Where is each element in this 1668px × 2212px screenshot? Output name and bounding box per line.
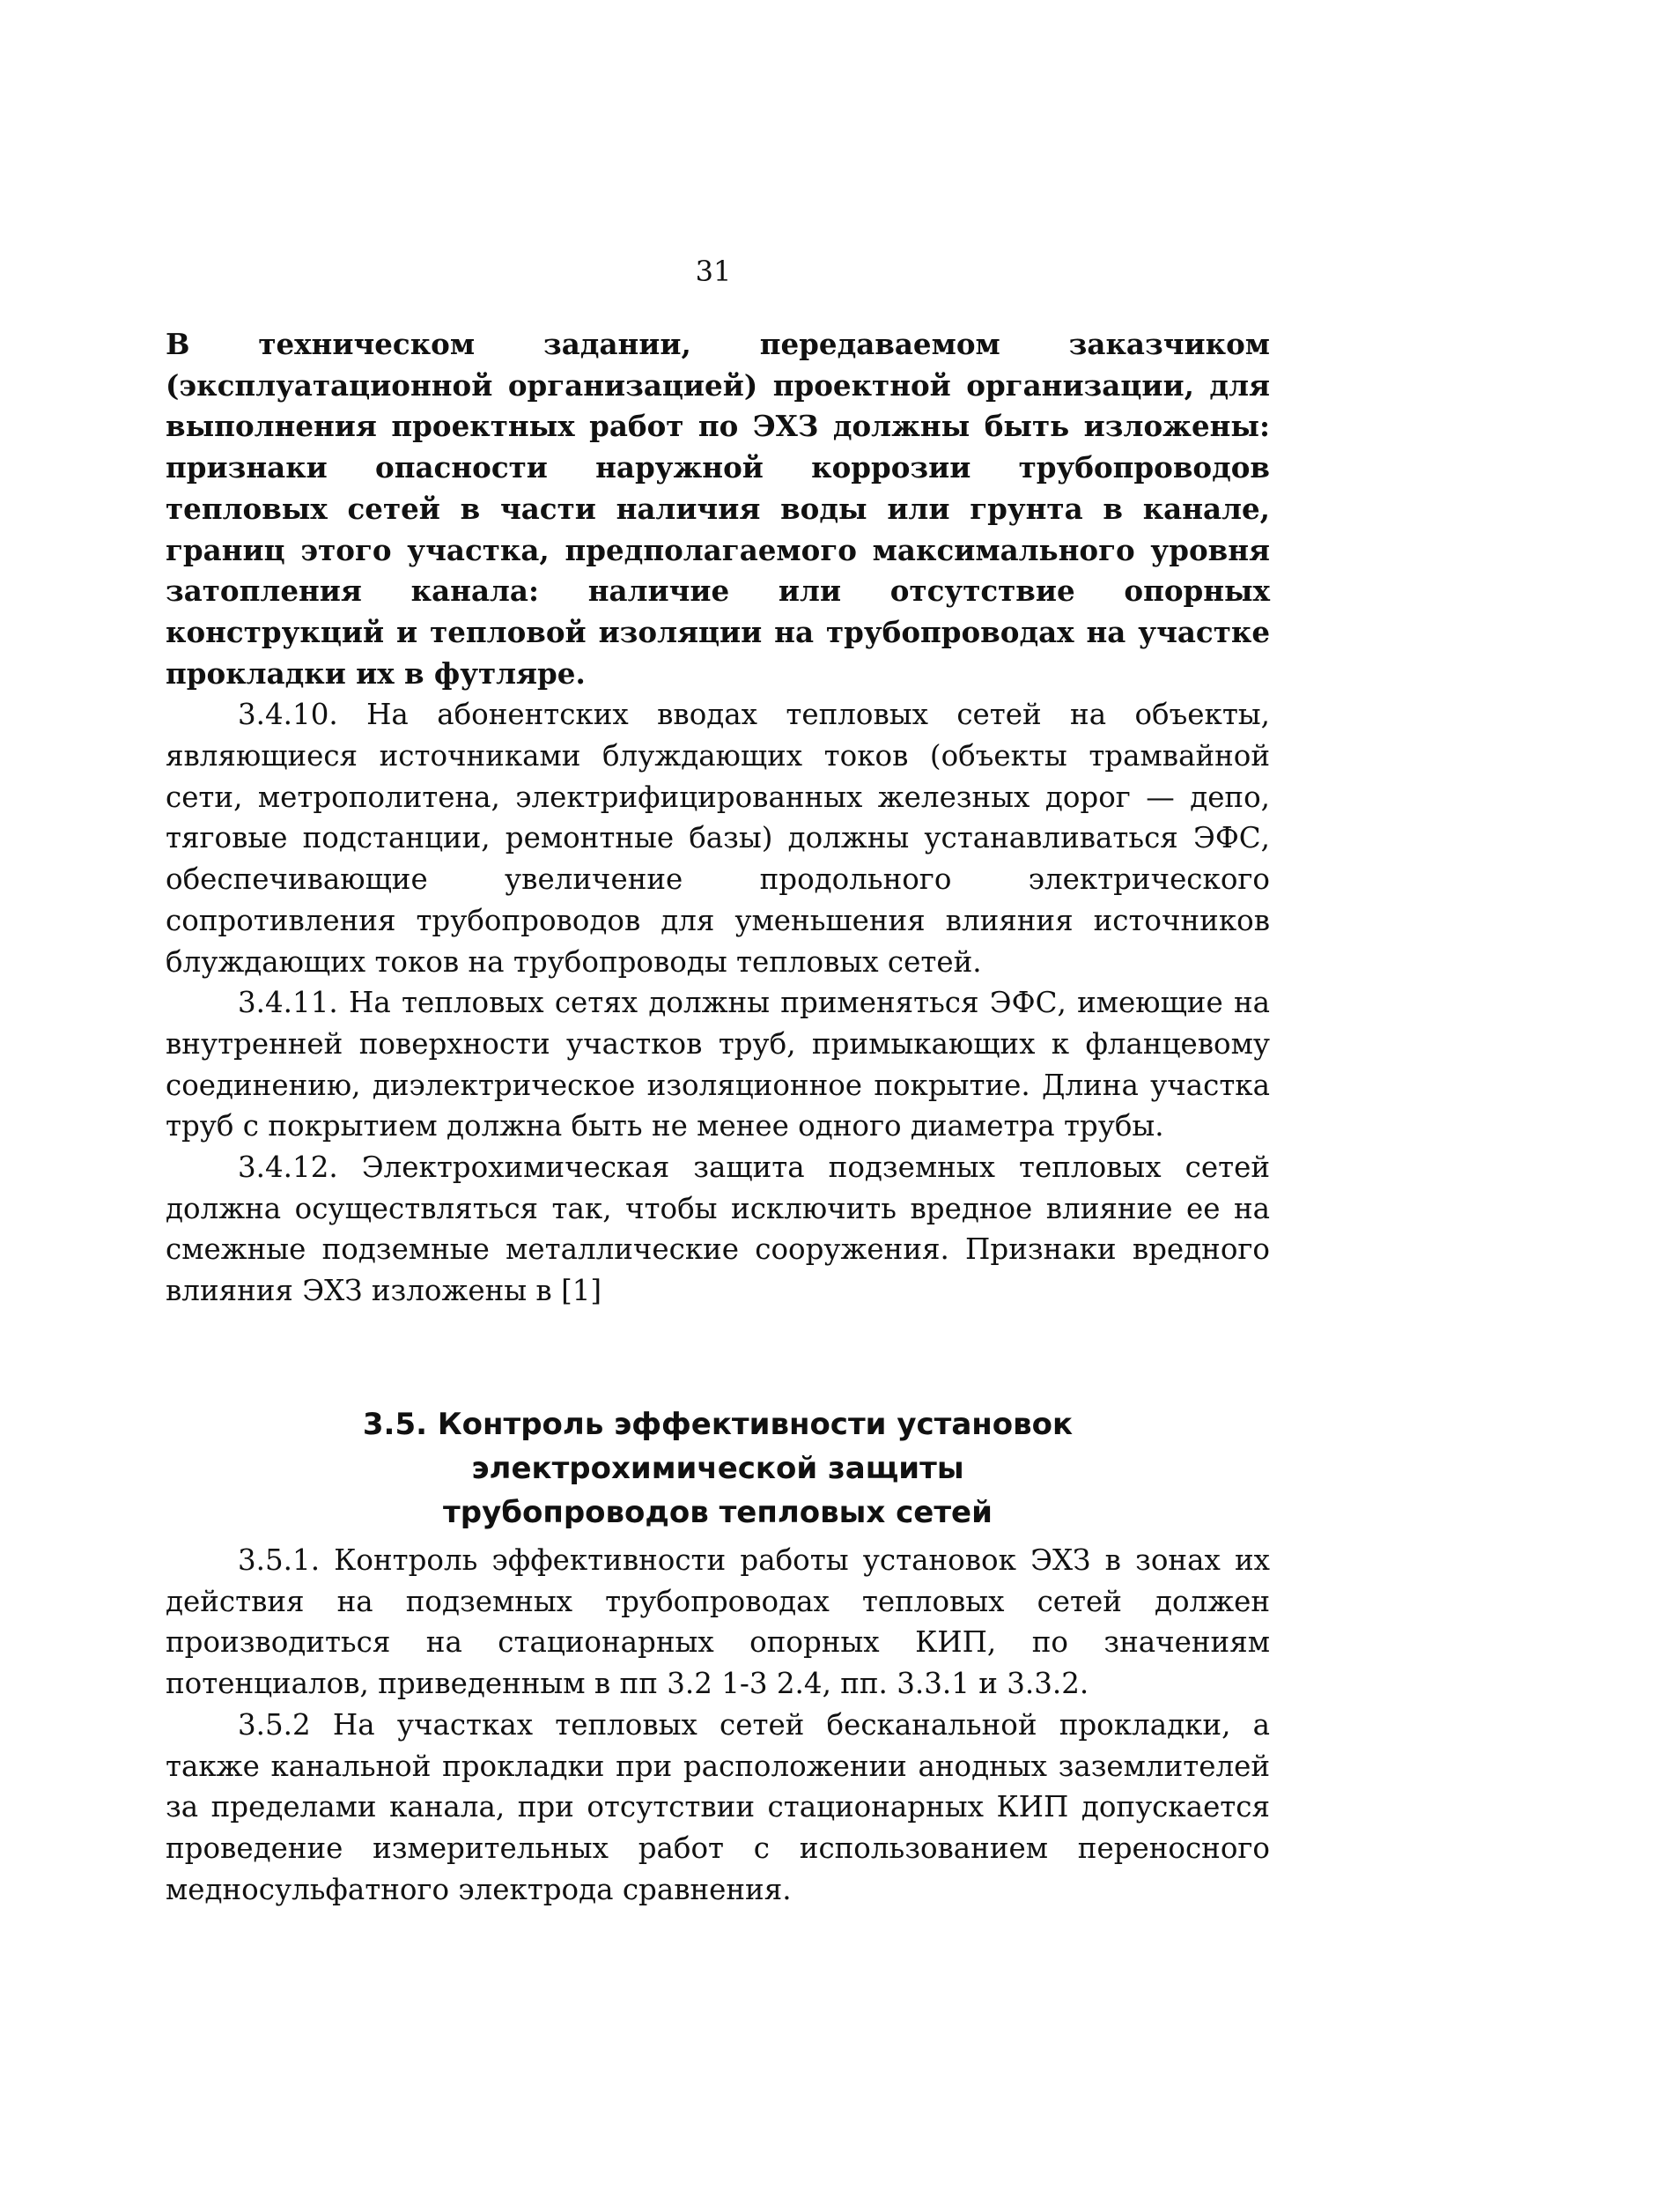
paragraph-3-4-10: 3.4.10. На абонентских вводах тепловых сетей на объекты, являющиеся источниками блуждающих токов (объекты трамвайной сети, метрополитена, электрифицированных железных дорог — депо, тяговые подстанции, ремонтные базы) должны устанавливаться ЭФС, обеспечивающие увеличение продольного электрического сопротивления трубопроводов для уменьшения влияния источников блуждающих токов на трубопроводы тепловых сетей. [166,698,1270,979]
paragraph-technical-assignment: В техническом задании, передаваемом заказчиком (эксплуатационной организацией) проектной организации, для выполнения проектных работ по ЭХЗ должны быть изложены: признаки опасности наружной коррозии трубопроводов тепловых сетей в части наличия воды или грунта в канале, границ этого участка, предполагаемого максимального уровня затопления канала: наличие или отсутствие опорных конструкций и тепловой изоляции на трубопроводах на участке прокладки их в футляре. [166,327,1270,691]
paragraph-3-5-2: 3.5.2 На участках тепловых сетей бесканальной прокладки, а также канальной прокладки при расположении анодных заземлителей за пределами канала, при отсутствии стационарных КИП допускается проведение измерительных работ с использованием переносного медносульфатного электрода сравнения. [166,1707,1270,1906]
section-heading-line-3: трубопроводов тепловых сетей [443,1495,993,1530]
paragraph-3-4-12: 3.4.12. Электрохимическая защита подземных тепловых сетей должна осуществляться так, чтобы исключить вредное влияние ее на смежные подземные металлические сооружения. Признаки вредного влияния ЭХЗ изложены в [1] [166,1150,1270,1308]
section-heading-line-1: 3.5. Контроль эффективности установок [362,1407,1074,1442]
page-number: 31 [695,255,732,288]
section-heading-line-2: электрохимической защиты [471,1451,964,1486]
body-text-lower [166,1540,1270,1910]
paragraph-3-4-11: 3.4.11. На тепловых сетях должны применяться ЭФС, имеющие на внутренней поверхности участков труб, примыкающих к фланцевому соединению, диэлектрическое изоляционное покрытие. Длина участка труб с покрытием должна быть не менее одного диаметра трубы. [166,986,1270,1143]
body-text-upper [166,324,1270,1312]
section-heading-3-5 [166,1402,1270,1535]
paragraph-3-5-1: 3.5.1. Контроль эффективности работы установок ЭХЗ в зонах их действия на подземных трубопроводах тепловых сетей должен производиться на стационарных опорных КИП, по значениям потенциалов, приведенным в пп 3.2 1-3 2.4, пп. 3.3.1 и 3.3.2. [166,1543,1270,1701]
